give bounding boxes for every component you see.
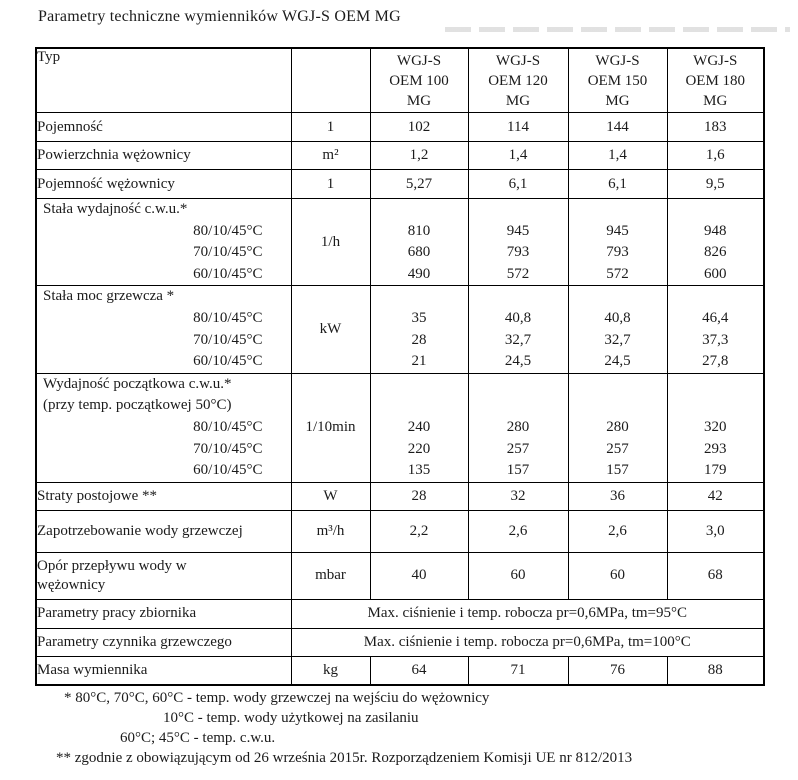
label-line: (przy temp. początkowej 50°C) [43, 397, 232, 414]
row-wydajnosc-poczatkowa [36, 373, 764, 482]
value-line: 37,3 [702, 331, 729, 348]
value-cell: 28 [370, 482, 468, 510]
value-cell: 68 [667, 552, 764, 599]
value-cell [370, 286, 468, 373]
merged-value-cell: Max. ciśnienie i temp. robocza pr=0,6MPa, tm=95°C [291, 599, 764, 628]
value-line: 490 [407, 265, 431, 282]
row-parametry-zbiornika [36, 599, 764, 628]
spacer-line [469, 286, 568, 308]
value-cell: 9,5 [667, 170, 764, 199]
row-label: Pojemność wężownicy [36, 170, 291, 199]
label-line: wężownicy [37, 576, 106, 593]
value-cell: 1,4 [568, 142, 667, 170]
value-line: 793 [506, 244, 530, 261]
value-cell: 1,6 [667, 142, 764, 170]
temp-line: 80/10/45°C [193, 309, 263, 326]
spacer-line [668, 395, 764, 417]
temp-line: 60/10/45°C [193, 462, 263, 479]
temp-line: 70/10/45°C [193, 244, 263, 261]
value-cell: 42 [667, 482, 764, 510]
model-line: WGJ-S [495, 52, 541, 69]
spacer-line [569, 395, 667, 417]
value-cell: 2,6 [568, 510, 667, 552]
value-cell: 183 [667, 113, 764, 142]
value-line: 24,5 [504, 353, 532, 370]
value-cell: 40 [370, 552, 468, 599]
spacer-line [668, 374, 764, 396]
value-line: 945 [606, 222, 629, 239]
page-title: Parametry techniczne wymienników WGJ-S OEM MG [38, 8, 401, 25]
value-cell: 71 [468, 656, 568, 685]
label-line: Wydajność początkowa c.w.u.* [43, 375, 232, 392]
value-cell: 5,27 [370, 170, 468, 199]
value-cell: 102 [370, 113, 468, 142]
value-cell [667, 286, 764, 373]
value-cell [667, 199, 764, 286]
header-model-oem100 [370, 48, 468, 113]
row-label-cell [36, 552, 291, 599]
value-line: 32,7 [604, 331, 631, 348]
header-typ: Typ [36, 48, 291, 113]
temp-line: 80/10/45°C [193, 222, 263, 239]
footnote-line: 60°C; 45°C - temp. c.w.u. [120, 730, 276, 746]
header-model-oem150 [568, 48, 667, 113]
value-cell: 114 [468, 113, 568, 142]
value-line: 680 [407, 244, 431, 261]
merged-value-cell: Max. ciśnienie i temp. robocza pr=0,6MPa, tm=100°C [291, 628, 764, 656]
spacer-line [371, 199, 468, 221]
row-zapotrzebowanie [36, 510, 764, 552]
row-label: Zapotrzebowanie wody grzewczej [36, 510, 291, 552]
header-model-oem120 [468, 48, 568, 113]
unit-cell: m³/h [291, 510, 370, 552]
unit-cell: 1/h [291, 199, 370, 286]
value-line: 46,4 [702, 309, 729, 326]
value-line: 572 [606, 265, 629, 282]
value-line: 157 [606, 462, 629, 479]
value-cell [568, 199, 667, 286]
temp-line: 80/10/45°C [193, 418, 263, 435]
value-line: 810 [407, 222, 431, 239]
footnote-line: ** zgodnie z obowiązującym od 26 września 2015r. Rozporządzeniem Komisji UE nr 812/2013 [56, 750, 633, 766]
spacer-line [668, 199, 764, 221]
value-cell: 36 [568, 482, 667, 510]
model-line: OEM 180 [685, 72, 746, 89]
value-cell: 144 [568, 113, 667, 142]
value-cell: 76 [568, 656, 667, 685]
value-line: 35 [411, 309, 427, 326]
spacer-line [469, 199, 568, 221]
label-line: Stała moc grzewcza * [43, 288, 175, 305]
temp-line: 70/10/45°C [193, 440, 263, 457]
value-cell [468, 373, 568, 482]
value-cell [667, 373, 764, 482]
value-cell: 88 [667, 656, 764, 685]
row-label: Masa wymiennika [36, 656, 291, 685]
value-line: 220 [407, 440, 431, 457]
value-line: 320 [704, 418, 727, 435]
value-cell: 3,0 [667, 510, 764, 552]
spacer-line [569, 286, 667, 308]
spacer-line [569, 199, 667, 221]
value-line: 135 [407, 462, 431, 479]
footnote-line: * 80°C, 70°C, 60°C - temp. wody grzewczej na wejściu do wężownicy [64, 690, 490, 706]
row-straty [36, 482, 764, 510]
spacer-line [668, 286, 764, 308]
header-row [36, 48, 764, 113]
model-line: OEM 120 [488, 72, 548, 89]
spacer-line [569, 374, 667, 396]
value-line: 28 [411, 331, 427, 348]
value-line: 40,8 [504, 309, 532, 326]
row-label: Parametry czynnika grzewczego [36, 628, 291, 656]
value-cell: 1,4 [468, 142, 568, 170]
row-pojemnosc [36, 113, 764, 142]
model-line: OEM 150 [587, 72, 648, 89]
model-line: MG [505, 92, 531, 109]
value-line: 280 [506, 418, 530, 435]
scan-artifact [445, 27, 790, 32]
value-line: 293 [704, 440, 727, 457]
value-cell [568, 286, 667, 373]
unit-cell: mbar [291, 552, 370, 599]
footnote-line: 10°C - temp. wody użytkowej na zasilaniu [163, 710, 419, 726]
row-stala-wydajnosc [36, 199, 764, 286]
value-line: 280 [606, 418, 629, 435]
value-cell: 1,2 [370, 142, 468, 170]
value-cell [468, 199, 568, 286]
unit-cell: 1 [291, 170, 370, 199]
row-label: Parametry pracy zbiornika [36, 599, 291, 628]
value-line: 600 [704, 265, 727, 282]
unit-cell: kg [291, 656, 370, 685]
header-unit-empty [291, 48, 370, 113]
value-cell [370, 373, 468, 482]
value-line: 948 [704, 222, 727, 239]
row-label-cell [36, 199, 291, 286]
unit-cell: W [291, 482, 370, 510]
value-line: 826 [704, 244, 727, 261]
value-line: 32,7 [504, 331, 532, 348]
model-line: OEM 100 [389, 72, 449, 89]
value-cell [568, 373, 667, 482]
label-line: Stała wydajność c.w.u.* [43, 201, 188, 217]
value-cell: 64 [370, 656, 468, 685]
unit-cell: 1 [291, 113, 370, 142]
value-line: 257 [606, 440, 629, 457]
value-line: 40,8 [604, 309, 631, 326]
value-cell [370, 199, 468, 286]
model-line: MG [605, 92, 630, 109]
value-line: 179 [704, 462, 727, 479]
value-cell: 2,2 [370, 510, 468, 552]
spec-table [35, 47, 765, 686]
spacer-line [371, 395, 468, 417]
spacer-line [469, 395, 568, 417]
spacer-line [371, 286, 468, 308]
row-masa [36, 656, 764, 685]
value-cell: 60 [468, 552, 568, 599]
temp-line: 70/10/45°C [193, 331, 263, 348]
row-label-cell [36, 286, 291, 373]
row-label: Powierzchnia wężownicy [36, 142, 291, 170]
row-powierzchnia [36, 142, 764, 170]
value-line: 793 [606, 244, 629, 261]
value-line: 257 [506, 440, 530, 457]
row-label-cell [36, 373, 291, 482]
unit-cell: 1/10min [291, 373, 370, 482]
unit-cell: m² [291, 142, 370, 170]
row-label: Pojemność [36, 113, 291, 142]
value-line: 572 [506, 265, 530, 282]
row-stala-moc [36, 286, 764, 373]
model-line: MG [406, 92, 432, 109]
row-label: Straty postojowe ** [36, 482, 291, 510]
spacer-line [371, 374, 468, 396]
value-line: 24,5 [604, 353, 631, 370]
model-line: WGJ-S [693, 52, 738, 69]
value-cell [468, 286, 568, 373]
model-line: WGJ-S [595, 52, 640, 69]
footnotes [0, 688, 798, 768]
value-cell: 6,1 [568, 170, 667, 199]
value-line: 157 [506, 462, 530, 479]
model-line: WGJ-S [396, 52, 442, 69]
value-cell: 2,6 [468, 510, 568, 552]
model-line: MG [703, 92, 728, 109]
value-line: 21 [411, 353, 427, 370]
unit-cell: kW [291, 286, 370, 373]
label-line: Opór przepływu wody w [37, 557, 187, 574]
value-line: 27,8 [702, 353, 729, 370]
value-line: 240 [407, 418, 431, 435]
row-pojemnosc-wezownicy [36, 170, 764, 199]
value-cell: 32 [468, 482, 568, 510]
value-line: 945 [506, 222, 530, 239]
temp-line: 60/10/45°C [193, 353, 263, 370]
header-model-oem180 [667, 48, 764, 113]
temp-line: 60/10/45°C [193, 265, 263, 282]
row-parametry-czynnika [36, 628, 764, 656]
spacer-line [469, 374, 568, 396]
row-opor [36, 552, 764, 599]
value-cell: 60 [568, 552, 667, 599]
value-cell: 6,1 [468, 170, 568, 199]
